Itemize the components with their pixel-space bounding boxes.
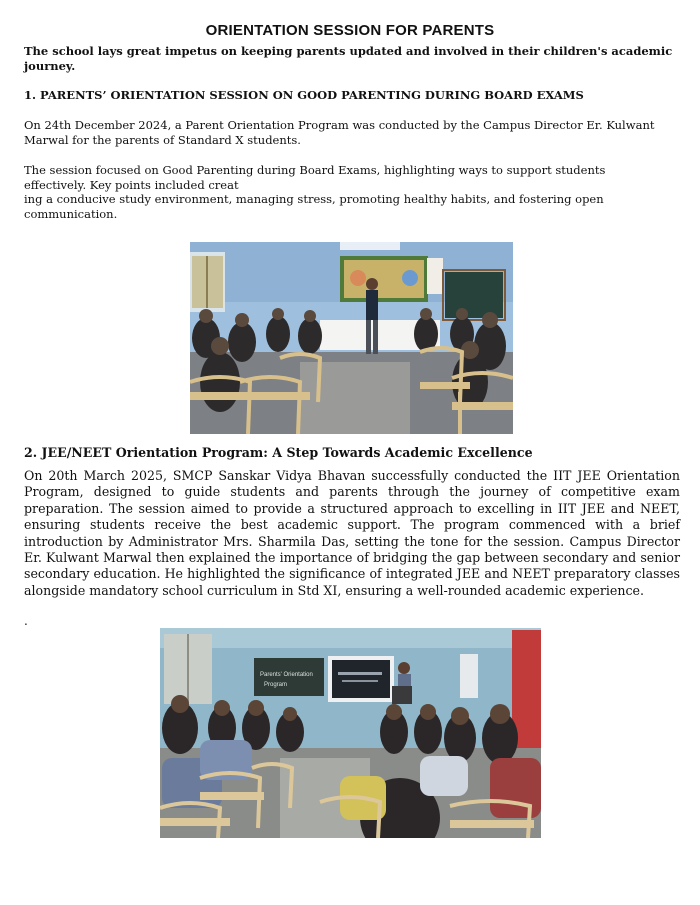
- jee-neet-session-photo: [160, 628, 541, 838]
- intro-text: The school lays great impetus on keeping parents updated and involved in their children's academic journey.: [24, 44, 673, 73]
- svg-text:Parents' Orientation: Parents' Orientation: [260, 672, 313, 678]
- section1-paragraph-2-line1: The session focused on Good Parenting during Board Exams, highlighting ways to support students effectively. Key points included creat: [24, 163, 606, 192]
- section1-paragraph-2-line2: ing a conducive study environment, managing stress, promoting healthy habits, and fostering open communication.: [24, 192, 604, 221]
- parent-session-photo: [190, 242, 513, 434]
- trailing-period: .: [24, 614, 28, 628]
- svg-text:Program: Program: [264, 682, 288, 688]
- page-title: ORIENTATION SESSION FOR PARENTS: [205, 22, 495, 39]
- section1-paragraph-1: On 24th December 2024, a Parent Orientation Program was conducted by the Campus Director Er. Kulwant Marwal for the parents of Standard X students.: [24, 118, 655, 147]
- section2-paragraph: On 20th March 2025, SMCP Sanskar Vidya Bhavan successfully conducted the IIT JEE Orientation Program, designed to guide students and parents through the journey of competitive exam preparation. The session aimed to provide a structured approach to excelling in IIT JEE and NEET, ensuring students receive the best academic support. The program commenced with a brief introduction by Administrator Mrs. Sharmila Das, setting the tone for the session. Campus Director Er. Kulwant Marwal then explained the importance of bridging the gap between secondary and senior secondary education. He highlighted the significance of integrated JEE and NEET preparatory classes alongside mandatory school curriculum in Std XI, ensuring a well-rounded academic experience.: [24, 468, 680, 598]
- section1-paragraph-2: [24, 163, 664, 221]
- section1-heading: 1. PARENTS’ ORIENTATION SESSION ON GOOD PARENTING DURING BOARD EXAMS: [24, 88, 584, 102]
- section2-heading: 2. JEE/NEET Orientation Program: A Step Towards Academic Excellence: [24, 445, 533, 460]
